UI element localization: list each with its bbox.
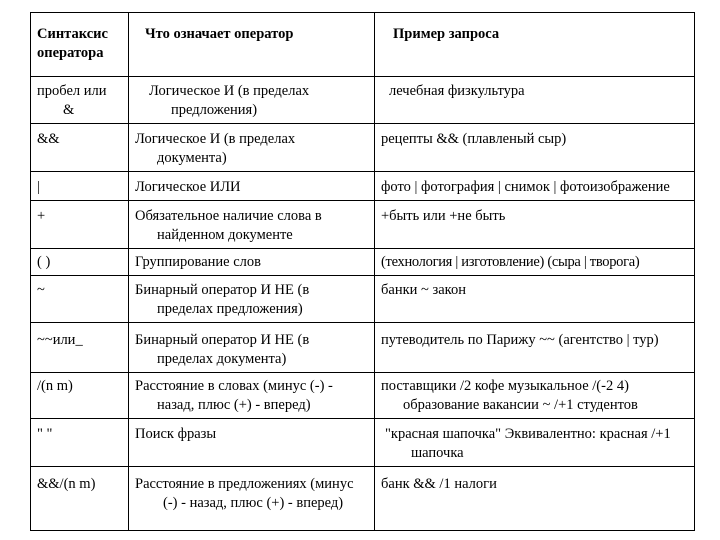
table-row [31, 172, 695, 201]
example-cell [375, 124, 695, 172]
syntax-text: ( ) [37, 254, 51, 270]
table-row [31, 124, 695, 172]
syntax-cell [31, 249, 129, 276]
syntax-text: + [37, 208, 46, 224]
syntax-text: ~~или_ [37, 332, 83, 348]
example-cell [375, 467, 695, 531]
meaning-text: Логическое И (в пределах документа) [135, 131, 296, 166]
example-cell [375, 249, 695, 276]
operators-table [30, 12, 695, 531]
operators-table-container [30, 12, 694, 531]
example-cell [375, 419, 695, 467]
table-header-row [31, 13, 695, 77]
table-row [31, 201, 695, 249]
meaning-cell [129, 276, 375, 323]
meaning-text: Логическое И (в пределах предложения) [149, 83, 310, 118]
meaning-cell [129, 201, 375, 249]
syntax-cell [31, 276, 129, 323]
syntax-text: ~ [37, 282, 45, 298]
header-meaning [129, 13, 375, 77]
meaning-text: Логическое ИЛИ [135, 179, 241, 195]
syntax-cell [31, 323, 129, 373]
meaning-cell [129, 172, 375, 201]
syntax-text-line-2: & [63, 102, 75, 118]
example-text: фото | фотография | снимок | фотоизображение [381, 179, 670, 195]
table-row [31, 373, 695, 419]
meaning-text: Бинарный оператор И НЕ (в пределах документа) [135, 332, 310, 367]
header-syntax [31, 13, 129, 77]
meaning-text: Поиск фразы [135, 426, 217, 442]
header-meaning-text: Что означает оператор [145, 26, 294, 42]
syntax-text: " " [37, 426, 53, 442]
meaning-text: Бинарный оператор И НЕ (в пределах предложения) [135, 282, 310, 317]
table-row [31, 249, 695, 276]
syntax-text: &&/(n m) [37, 476, 96, 492]
meaning-cell [129, 323, 375, 373]
header-example-text: Пример запроса [393, 26, 500, 42]
header-syntax-line-2: оператора [37, 45, 104, 61]
meaning-cell [129, 124, 375, 172]
example-text: банк && /1 налоги [381, 476, 497, 492]
syntax-text: /(n m) [37, 378, 73, 394]
syntax-cell [31, 77, 129, 124]
example-text: (технология | изготовление) (сыра | творога) [381, 254, 640, 270]
syntax-cell [31, 419, 129, 467]
example-cell [375, 323, 695, 373]
meaning-cell [129, 249, 375, 276]
table-row [31, 276, 695, 323]
table-row [31, 419, 695, 467]
syntax-text: && [37, 131, 60, 147]
example-text: "красная шапочка" Эквивалентно: красная /+1 шапочка [385, 426, 671, 461]
example-cell [375, 172, 695, 201]
table-row [31, 467, 695, 531]
table-row [31, 323, 695, 373]
meaning-text: Группирование слов [135, 254, 261, 270]
header-syntax-line-1: Синтаксис [37, 26, 108, 42]
example-cell [375, 373, 695, 419]
example-text: банки ~ закон [381, 282, 466, 298]
meaning-text: Обязательное наличие слова в найденном документе [135, 208, 322, 243]
example-cell [375, 276, 695, 323]
meaning-cell [129, 419, 375, 467]
meaning-text: Расстояние в предложениях (минус (-) - назад, плюс (+) - вперед) [135, 476, 354, 511]
example-text: рецепты && (плавленый сыр) [381, 131, 567, 147]
meaning-cell [129, 373, 375, 419]
header-example [375, 13, 695, 77]
example-cell [375, 77, 695, 124]
syntax-cell [31, 172, 129, 201]
table-row [31, 77, 695, 124]
meaning-cell [129, 467, 375, 531]
example-cell [375, 201, 695, 249]
meaning-cell [129, 77, 375, 124]
syntax-text-line-1: пробел или [37, 83, 107, 99]
meaning-text: Расстояние в словах (минус (-) - назад, плюс (+) - вперед) [135, 378, 333, 413]
syntax-cell [31, 373, 129, 419]
example-text: путеводитель по Парижу ~~ (агентство | тур) [381, 332, 659, 348]
syntax-cell [31, 201, 129, 249]
example-text: +быть или +не быть [381, 208, 506, 224]
example-text: лечебная физкультура [389, 83, 525, 99]
example-text: поставщики /2 кофе музыкальное /(-2 4) образование вакансии ~ /+1 студентов [381, 378, 638, 413]
syntax-cell [31, 467, 129, 531]
syntax-cell [31, 124, 129, 172]
syntax-text: | [37, 179, 40, 195]
